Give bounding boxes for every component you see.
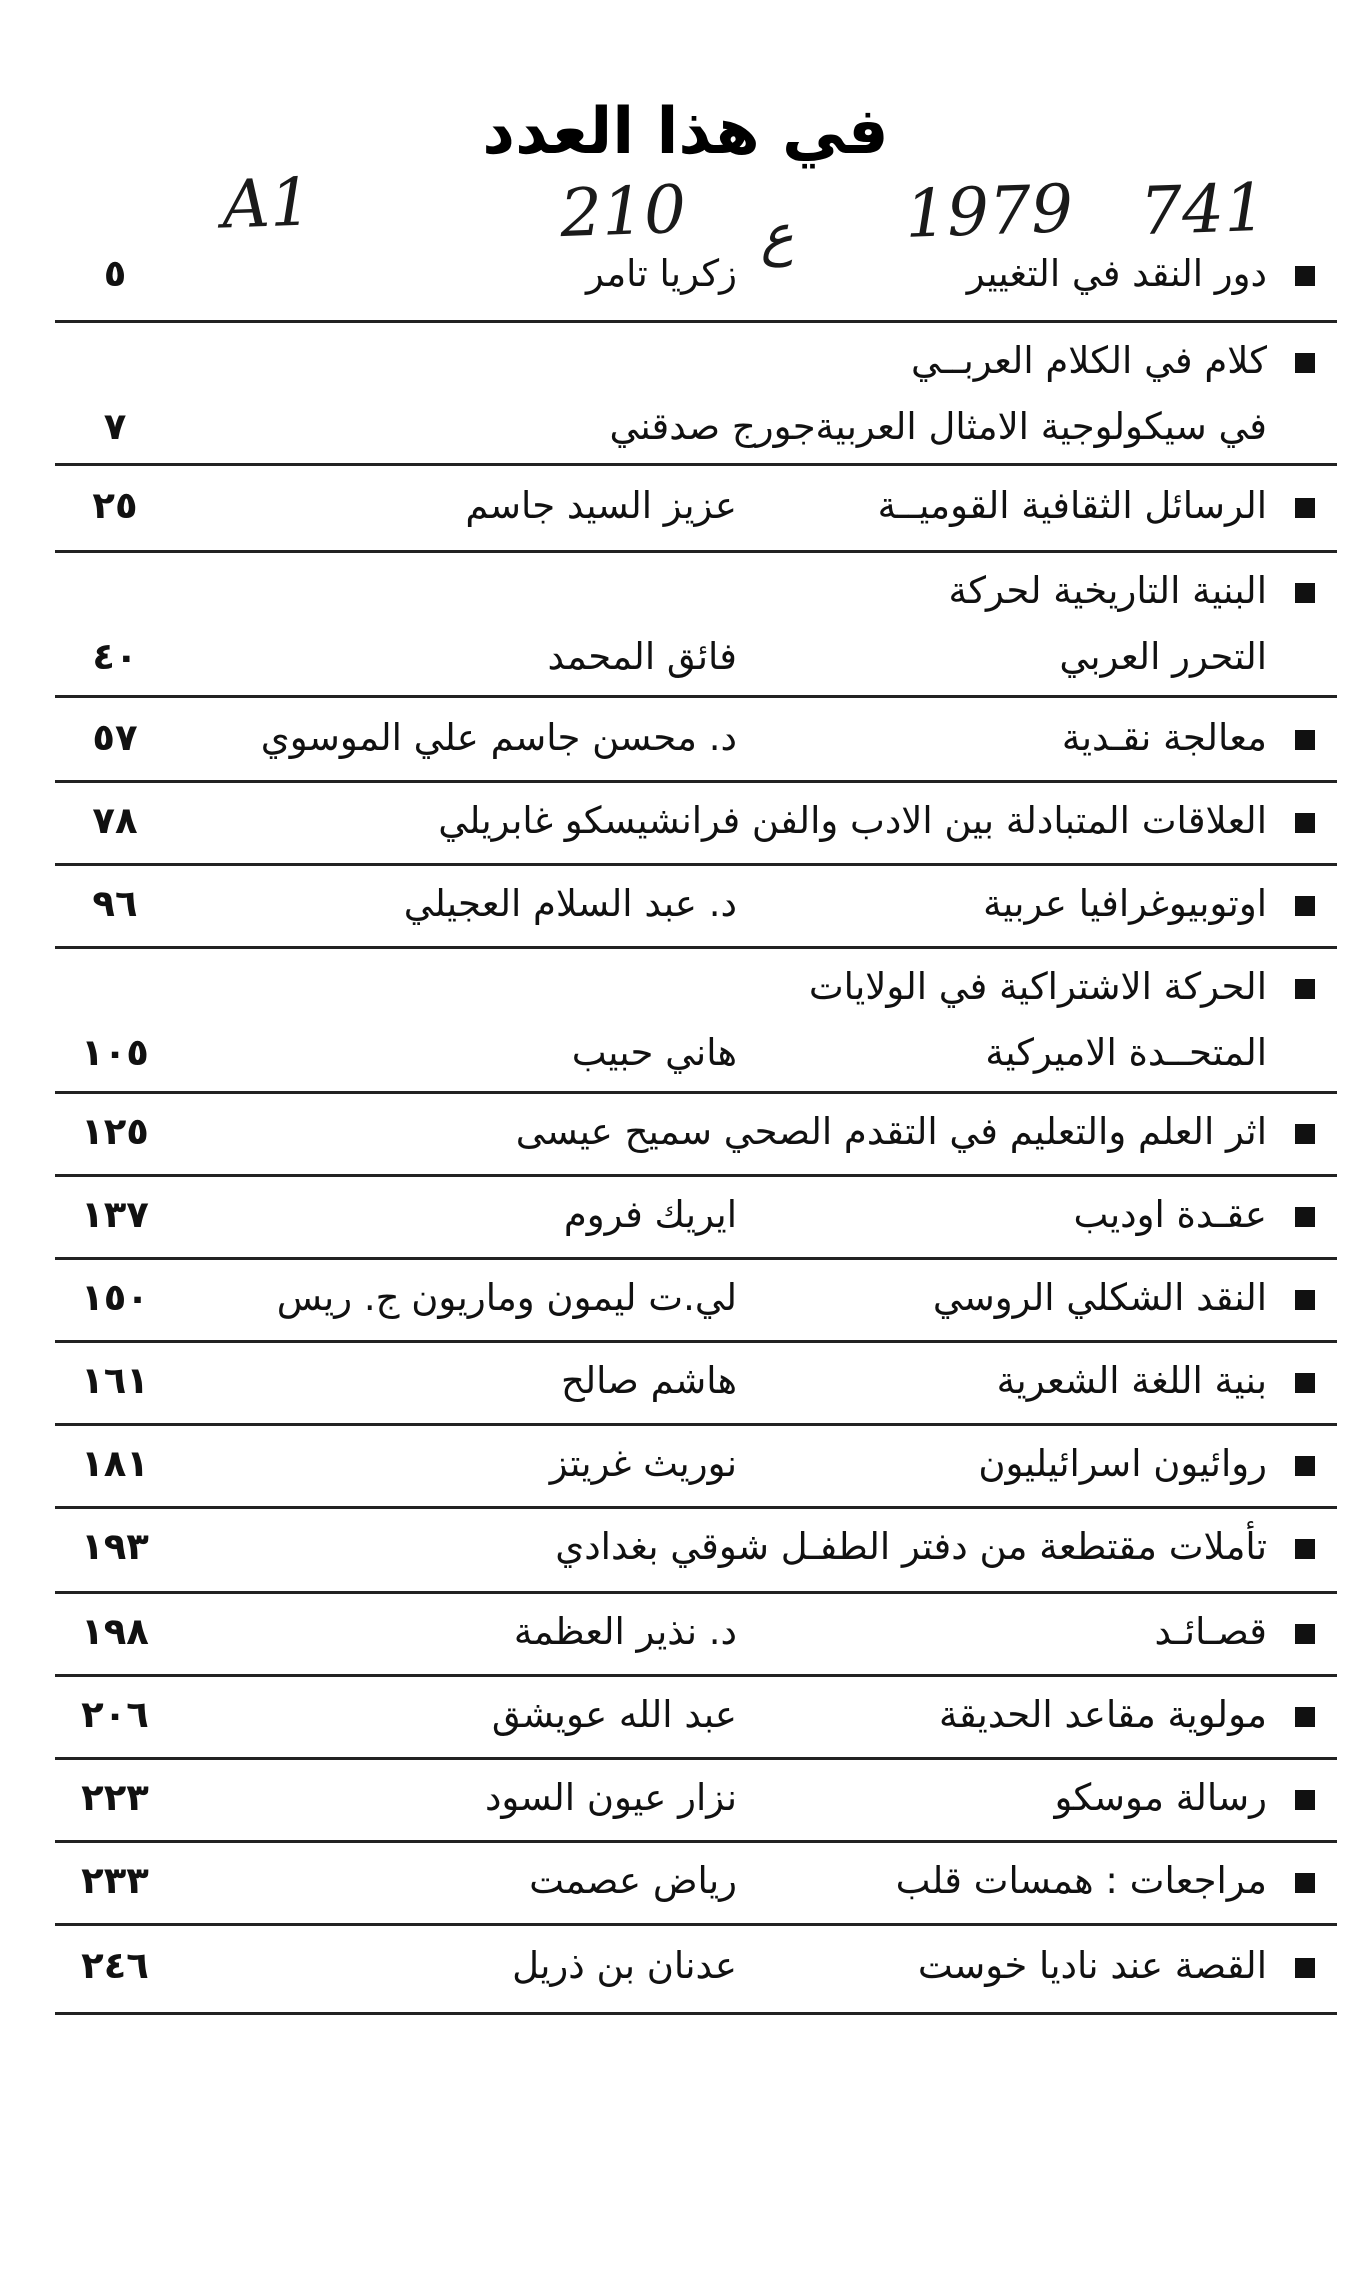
bullet-icon: [1295, 498, 1315, 518]
bullet-icon: [1295, 583, 1315, 603]
entry-title: الحركة الاشتراكية في الولايات: [808, 965, 1267, 1008]
entry-page-number: ٢٣٣: [81, 1859, 149, 1902]
entry-author: لي.ت ليمون وماريون ج. ريس: [276, 1276, 737, 1319]
toc-entry[interactable]: [55, 783, 1337, 866]
bullet-icon: [1295, 1958, 1315, 1978]
bullet-icon: [1295, 1790, 1315, 1810]
bullet-icon: [1295, 1539, 1315, 1559]
entry-page-number: ٩٦: [92, 882, 138, 925]
entry-page-number: ٤٠: [92, 635, 138, 678]
entry-page-number: ٢٤٦: [81, 1944, 149, 1987]
toc-entry[interactable]: [55, 1343, 1337, 1426]
toc-entry[interactable]: [55, 1177, 1337, 1260]
handwritten-year: 1979: [903, 170, 1075, 253]
entry-title: معالجة نقـدية: [1061, 716, 1267, 759]
entry-title: العلاقات المتبادلة بين الادب والفن فرانشيسكو غابريلي: [438, 799, 1267, 842]
entry-title: قصـائـد: [1154, 1610, 1267, 1653]
entry-author: نوريث غريتز: [549, 1442, 737, 1485]
toc-entry[interactable]: [55, 866, 1337, 949]
entry-page-number: ٥: [103, 252, 127, 295]
bullet-icon: [1295, 1290, 1315, 1310]
bullet-icon: [1295, 1207, 1315, 1227]
bullet-icon: [1295, 1873, 1315, 1893]
entry-author: عزيز السيد جاسم: [465, 484, 737, 527]
toc-entry[interactable]: [55, 1594, 1337, 1677]
entry-author: ايريك فروم: [563, 1193, 737, 1236]
toc-entry[interactable]: [55, 466, 1337, 553]
entry-page-number: ١٩٨: [81, 1610, 149, 1653]
bullet-icon: [1295, 1456, 1315, 1476]
entry-author: زكريا تامر: [585, 252, 737, 295]
bullet-icon: [1295, 353, 1315, 373]
handwritten-issue: 741: [1138, 168, 1268, 251]
entry-page-number: ١٥٠: [81, 1276, 149, 1319]
entry-page-number: ٥٧: [92, 716, 138, 759]
entry-title: تأملات مقتطعة من دفتر الطفـل شوقي بغدادي: [555, 1525, 1267, 1568]
toc-entry[interactable]: [55, 1260, 1337, 1343]
entry-page-number: ١٠٥: [81, 1031, 149, 1074]
entry-author: د. عبد السلام العجيلي: [403, 882, 737, 925]
entry-title: القصة عند ناديا خوست: [917, 1944, 1267, 1987]
entry-author: نزار عيون السود: [484, 1776, 737, 1819]
entry-title: اوتوبيوغرافيا عربية: [983, 882, 1267, 925]
bullet-icon: [1295, 1124, 1315, 1144]
entry-title: النقد الشكلي الروسي: [932, 1276, 1267, 1319]
entry-page-number: ٢٠٦: [81, 1693, 149, 1736]
entry-author: فائق المحمد: [547, 635, 737, 678]
entry-title: كلام في الكلام العربــي: [910, 339, 1267, 382]
entry-author: د. محسن جاسم علي الموسوي: [260, 716, 737, 759]
handwritten-letter: ع: [758, 202, 795, 269]
bullet-icon: [1295, 896, 1315, 916]
entry-title-continued: في سيكولوجية الامثال العربيةجورج صدقني: [609, 405, 1267, 448]
toc-entry[interactable]: [55, 323, 1337, 466]
toc-entry[interactable]: [55, 1509, 1337, 1594]
toc-entry[interactable]: [55, 553, 1337, 698]
table-of-contents: [55, 240, 1337, 2015]
entry-title: رسالة موسكو: [1054, 1776, 1267, 1819]
entry-page-number: ٧٨: [92, 799, 138, 842]
bullet-icon: [1295, 730, 1315, 750]
toc-entry[interactable]: [55, 1843, 1337, 1926]
entry-title-continued: التحرر العربي: [1059, 635, 1267, 678]
toc-entry[interactable]: [55, 949, 1337, 1094]
entry-title: دور النقد في التغيير: [966, 252, 1267, 295]
toc-entry[interactable]: [55, 1926, 1337, 2015]
toc-entry[interactable]: [55, 1760, 1337, 1843]
bullet-icon: [1295, 1373, 1315, 1393]
entry-title: مراجعات : همسات قلب: [895, 1859, 1267, 1902]
entry-page-number: ١٨١: [81, 1442, 149, 1485]
handwritten-number: 210: [558, 170, 688, 253]
entry-page-number: ١٦١: [81, 1359, 149, 1402]
entry-author: رياض عصمت: [529, 1859, 737, 1902]
toc-entry[interactable]: [55, 1677, 1337, 1760]
entry-author: عبد الله عويشق: [491, 1693, 737, 1736]
entry-page-number: ١٢٥: [81, 1110, 149, 1153]
entry-title: الرسائل الثقافية القوميــة: [877, 484, 1267, 527]
toc-entry[interactable]: [55, 1426, 1337, 1509]
entry-title: مولوية مقاعد الحديقة: [939, 1693, 1267, 1736]
entry-title: بنية اللغة الشعرية: [996, 1359, 1267, 1402]
entry-page-number: ٢٢٣: [81, 1776, 149, 1819]
entry-page-number: ١٩٣: [81, 1525, 149, 1568]
entry-page-number: ٢٥: [92, 484, 138, 527]
bullet-icon: [1295, 1707, 1315, 1727]
toc-entry[interactable]: [55, 240, 1337, 323]
entry-author: هاني حبيب: [571, 1031, 737, 1074]
handwritten-code: A1: [220, 163, 313, 244]
entry-author: هاشم صالح: [560, 1359, 737, 1402]
entry-page-number: ٧: [103, 405, 127, 448]
entry-author: د. نذير العظمة: [513, 1610, 737, 1653]
entry-title: روائيون اسرائيليون: [978, 1442, 1267, 1485]
bullet-icon: [1295, 979, 1315, 999]
entry-title: اثر العلم والتعليم في التقدم الصحي سميح عيسى: [515, 1110, 1267, 1153]
toc-entry[interactable]: [55, 1094, 1337, 1177]
entry-title: عقـدة اوديب: [1073, 1193, 1267, 1236]
entry-title-continued: المتحــدة الاميركية: [985, 1031, 1267, 1074]
bullet-icon: [1295, 1624, 1315, 1644]
entry-title: البنية التاريخية لحركة: [948, 569, 1267, 612]
bullet-icon: [1295, 266, 1315, 286]
bullet-icon: [1295, 813, 1315, 833]
toc-entry[interactable]: [55, 698, 1337, 783]
page-heading: في هذا العدد: [482, 95, 889, 169]
entry-author: عدنان بن ذريل: [512, 1944, 737, 1987]
entry-page-number: ١٣٧: [81, 1193, 149, 1236]
